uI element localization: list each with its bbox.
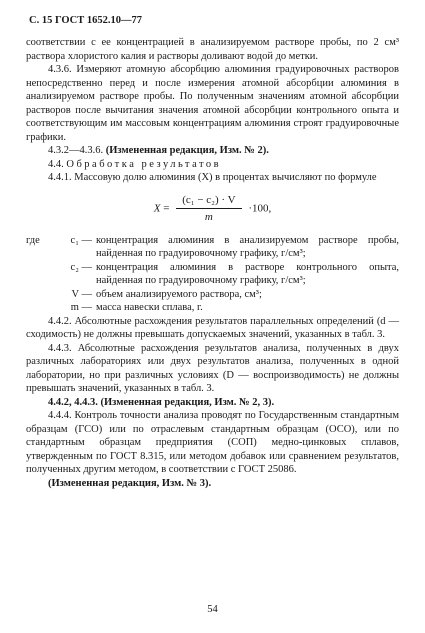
formula-denominator: m <box>204 210 213 223</box>
section-number: 4.4. <box>48 158 64 170</box>
section-title: Обработка результатов <box>66 158 222 170</box>
formula-equals: = <box>163 202 170 214</box>
definition-item <box>26 288 399 302</box>
clause-4-4-3: 4.4.3. Абсолютные расхождения результатов анализа, полученных в двух различных лабораториях или двух результатов анализа, полученных в одной лаборатории, но при различных условиях (D — воспроизводимость) не должны превышать значений, указанных в табл. 3. <box>26 342 399 394</box>
clause-4-4-2: 4.4.2. Абсолютные расхождения результатов параллельных определений (d — сходимость) не должны превышать допускаемых значений, указанных в табл. 3. <box>26 315 399 340</box>
definition-lead: где <box>26 234 40 246</box>
definition-symbol: c₂ — <box>70 261 92 273</box>
formula-multiplier: ·100, <box>248 202 272 214</box>
definition-symbol: c₁ — <box>70 234 92 246</box>
formula <box>26 193 399 224</box>
definition-symbol: m — <box>70 302 92 313</box>
definition-item <box>26 301 399 315</box>
amendment-clause-ref: 4.3.2—4.3.6. <box>48 145 104 156</box>
amendment-note-2 <box>26 396 399 410</box>
page-number: 54 <box>207 604 218 615</box>
definition-lead <box>26 288 66 302</box>
clause-4-3-6: 4.3.6. Измеряют атомную абсорбцию алюминия градуировочных растворов непосредственно перед и после измерения атомной абсорбции алюминия в анализируемом растворе пробы. По полученным значениям атомной абсорбции растворов после вычитания значения атомной абсорбции контрольного опыта и соответствующим им массовым концентрациям алюминия строят градуировочные графики. <box>26 64 399 143</box>
amendment-note-1 <box>26 144 399 158</box>
formula-definitions <box>26 234 399 315</box>
definition-text: масса навески сплава, г. <box>96 302 203 313</box>
amendment-text: (Измененная редакция, Изм. № 2). <box>105 145 269 156</box>
paragraph-continued: соответствии с ее концентрацией в анализируемом растворе пробы, по 2 см³ раствора хлористого калия и растворы доливают водой до метки. <box>26 37 399 62</box>
amendment-note-3: (Измененная редакция, Изм. № 3). <box>48 477 212 489</box>
running-header: С. 15 ГОСТ 1652.10—77 <box>29 15 143 26</box>
amendment-clause-ref: 4.4.2, 4.4.3. <box>48 396 98 408</box>
definition-text: объем анализируемого раствора, см³; <box>96 288 262 300</box>
definition-text: концентрация алюминия в анализируемом растворе пробы, найденная по градуировочному графику, г/см³; <box>96 234 399 259</box>
definition-item <box>26 234 399 261</box>
formula-fraction <box>176 193 241 224</box>
formula-lhs: X <box>153 202 161 214</box>
definition-lead <box>26 261 66 288</box>
definition-item <box>26 261 399 288</box>
amendment-text: (Измененная редакция, Изм. № 2, 3). <box>100 396 275 408</box>
definition-lead <box>26 301 66 315</box>
definition-symbol: V — <box>71 288 92 300</box>
definition-text: концентрация алюминия в растворе контрольного опыта, найденная по градуировочному графику, г/см³; <box>96 261 399 286</box>
clause-4-4-4: 4.4.4. Контроль точности анализа проводят по Государственным стандартным образцам (ГСО) или по отраслевым стандартным образцам (ОСО), или по стандартным образцам предприятия (СОП) медно-цинковых сплавов, утвержденным по ГОСТ 8.315, или методом добавок или сравнением результатов, полученных другим методом, в соответствии с ГОСТ 25086. <box>26 410 399 475</box>
section-4-4-heading <box>26 158 399 172</box>
formula-numerator: (c₁ − c₂) · V <box>176 193 241 209</box>
clause-4-4-1: 4.4.1. Массовую долю алюминия (X) в процентах вычисляют по формуле <box>48 172 377 183</box>
